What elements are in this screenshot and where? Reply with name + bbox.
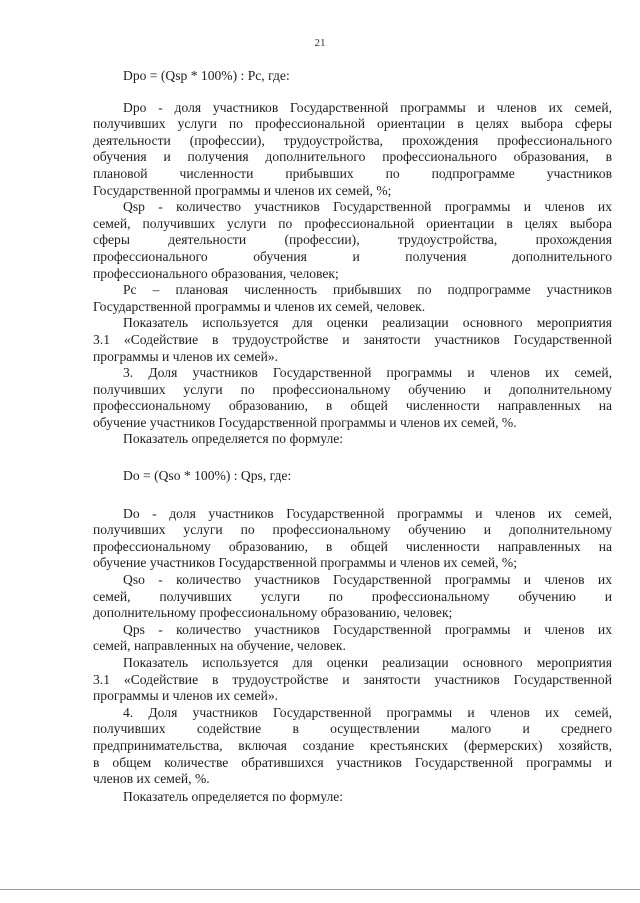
paragraph-line: программы и членов их семей».	[93, 348, 279, 364]
paragraph	[93, 705, 612, 788]
paragraph-line: Показатель определяется по формуле:	[123, 431, 344, 447]
paragraph-line: дополнительному профессиональному образованию, человек;	[93, 605, 453, 621]
spacer	[93, 85, 612, 100]
paragraph-line: семей, получивших услуги по профессиональному обучению и	[93, 588, 612, 604]
paragraph-line: программы и членов их семей».	[93, 688, 279, 704]
paragraph-line: Qso - количество участников Государственной программы и членов их	[123, 572, 612, 588]
paragraph-line: плановой численности прибывших по подпрограмме участников	[93, 165, 612, 181]
spacer	[93, 448, 612, 468]
paragraph-line: 4. Доля участников Государственной программы и членов их семей,	[123, 704, 612, 720]
paragraph	[93, 100, 612, 200]
paragraph-line: получивших услуги по профессиональной ориентации в целях выбора сферы	[93, 116, 612, 132]
paragraph	[93, 199, 612, 282]
paragraph-line: Государственной программы и членов их семей, человек.	[93, 298, 426, 314]
paragraph-line: предпринимательства, включая создание крестьянских (фермерских) хозяйств,	[93, 737, 612, 753]
paragraph-line: профессионального образования, человек;	[93, 265, 339, 281]
paragraph-line: получивших услуги по профессиональному обучению и дополнительному	[93, 381, 612, 397]
document-body	[93, 68, 612, 805]
page-number: 21	[314, 37, 326, 49]
paragraph-line: членов их семей, %.	[93, 771, 210, 787]
paragraph-line: Государственной программы и членов их семей, %;	[93, 182, 392, 198]
formula-block	[93, 68, 612, 85]
formula-line: Dpo = (Qsp * 100%) : Pc, где:	[123, 68, 290, 83]
paragraph-line: профессиональному образованию, в общей численности направленных на	[93, 538, 612, 554]
paragraph-line: семей, направленных на обучение, человек.	[93, 638, 346, 654]
paragraph-line: в общем количестве обратившихся участников Государственной программы и	[93, 754, 612, 770]
paragraph-line: обучения и получения дополнительного профессионального образования, в	[93, 149, 612, 165]
paragraph-line: деятельности (профессии), трудоустройства, прохождения профессионального	[93, 132, 612, 148]
paragraph-line: Рс – плановая численность прибывших по подпрограмме участников	[123, 282, 612, 298]
paragraph	[93, 572, 612, 622]
paragraph-line: Dpo - доля участников Государственной программы и членов их семей,	[123, 99, 612, 115]
paragraph	[93, 315, 612, 365]
paragraph	[93, 789, 612, 806]
paragraph-line: Qps - количество участников Государственной программы и членов их	[123, 621, 612, 637]
paragraph-line: 3.1 «Содействие в трудоустройстве и занятости участников Государственной	[93, 331, 612, 347]
paragraph-line: семей, получивших услуги по профессиональной ориентации в целях выбора	[93, 215, 612, 231]
page-bottom-rule	[0, 889, 640, 890]
spacer	[93, 485, 612, 506]
paragraph-line: сферы деятельности (профессии), трудоустройства, прохождения	[93, 232, 612, 248]
paragraph-line: Показатель используется для оценки реализации основного мероприятия	[123, 655, 612, 670]
paragraph-line: получивших содействие в осуществлении малого и среднего	[93, 721, 612, 737]
paragraph-line: Показатель определяется по формуле:	[123, 788, 344, 804]
paragraph-line: профессионального обучения и получения дополнительного	[93, 248, 612, 264]
paragraph	[93, 431, 612, 448]
paragraph-line: обучение участников Государственной программы и членов их семей, %.	[93, 414, 517, 430]
paragraph-line: Qsp - количество участников Государственной программы и членов их	[123, 199, 612, 215]
paragraph	[93, 282, 612, 315]
paragraph-line: Do - доля участников Государственной программы и членов их семей,	[123, 505, 612, 521]
paragraph-line: профессиональному образованию, в общей численности направленных на	[93, 398, 612, 414]
paragraph-line: 3. Доля участников Государственной программы и членов их семей,	[123, 365, 612, 381]
paragraph	[93, 506, 612, 572]
paragraph-line: Показатель используется для оценки реализации основного мероприятия	[123, 315, 612, 331]
formula-line: Do = (Qso * 100%) : Qps, где:	[123, 468, 292, 484]
paragraph	[93, 655, 612, 705]
formula-block	[93, 468, 612, 485]
paragraph-line: получивших услуги по профессиональному обучению и дополнительному	[93, 522, 612, 538]
paragraph	[93, 365, 612, 431]
paragraph	[93, 622, 612, 655]
paragraph-line: обучение участников Государственной программы и членов их семей, %;	[93, 555, 518, 571]
paragraph-line: 3.1 «Содействие в трудоустройстве и занятости участников Государственной	[93, 671, 612, 687]
